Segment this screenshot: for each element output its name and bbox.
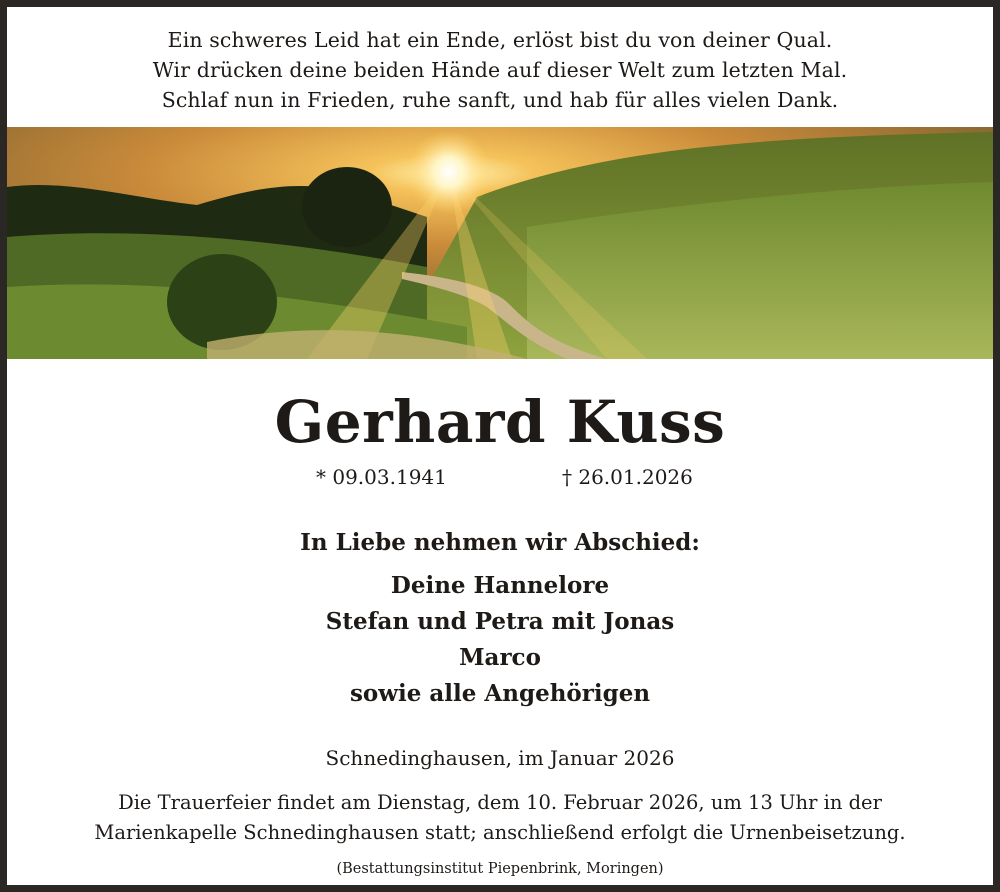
undertaker-credit: (Bestattungsinstitut Piepenbrink, Moringen) bbox=[336, 861, 664, 877]
farewell-intro: In Liebe nehmen wir Abschied: bbox=[300, 529, 700, 556]
deceased-name: Gerhard Kuss bbox=[274, 388, 726, 456]
birth-date: * 09.03.1941 bbox=[316, 465, 447, 489]
funeral-details bbox=[7, 788, 993, 848]
sunset-meadow-image bbox=[7, 127, 993, 359]
mourner-line: Deine Hannelore bbox=[390, 572, 610, 599]
memorial-poem bbox=[7, 25, 993, 115]
poem-line: Wir drücken deine beiden Hände auf dieser Welt zum letzten Mal. bbox=[152, 58, 848, 82]
mourner-line: Marco bbox=[459, 644, 541, 671]
funeral-line: Marienkapelle Schnedinghausen statt; anschließend erfolgt die Urnenbeisetzung. bbox=[94, 821, 906, 844]
funeral-line: Die Trauerfeier findet am Dienstag, dem 10. Februar 2026, um 13 Uhr in der bbox=[118, 791, 882, 814]
mourner-line: Stefan und Petra mit Jonas bbox=[325, 608, 675, 635]
poem-line: Schlaf nun in Frieden, ruhe sanft, und hab für alles vielen Dank. bbox=[161, 88, 839, 112]
poem-line: Ein schweres Leid hat ein Ende, erlöst bist du von deiner Qual. bbox=[167, 28, 833, 52]
mourners-list bbox=[7, 568, 993, 712]
death-date: † 26.01.2026 bbox=[562, 465, 693, 489]
mourner-line: sowie alle Angehörigen bbox=[349, 680, 651, 707]
place-and-date: Schnedinghausen, im Januar 2026 bbox=[325, 746, 675, 770]
life-dates bbox=[7, 465, 993, 495]
sunset-meadow-photo bbox=[7, 127, 993, 359]
